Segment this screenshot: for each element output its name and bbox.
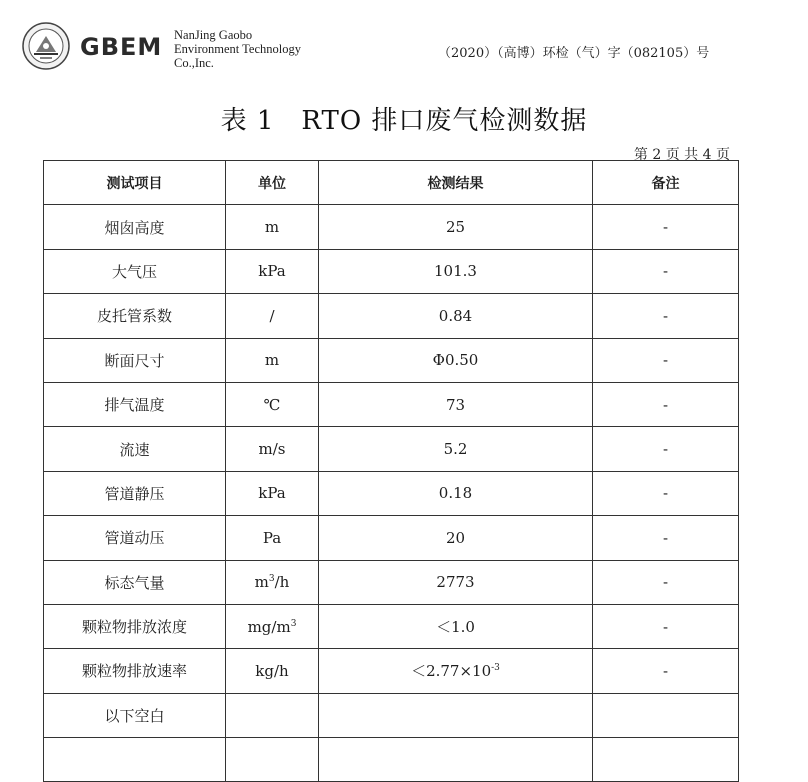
table-row	[44, 516, 739, 560]
unit-text: kPa	[258, 484, 286, 503]
unit-text: ℃	[263, 395, 281, 414]
note-text: -	[662, 440, 669, 459]
cell-result	[319, 738, 593, 782]
cell-result	[319, 382, 593, 426]
test-item-text: 以下空白	[104, 706, 165, 725]
table-row	[44, 604, 739, 648]
table-row	[44, 738, 739, 782]
test-item-text: 大气压	[111, 262, 157, 281]
cell-unit	[226, 604, 319, 648]
cell-test-item	[44, 604, 226, 648]
unit-superscript: 3	[268, 574, 275, 585]
cell-result	[319, 560, 593, 604]
note-text: -	[662, 351, 669, 370]
note-text: -	[662, 262, 669, 281]
cell-note	[593, 294, 739, 338]
test-item-text: 颗粒物排放速率	[81, 662, 187, 681]
note-text: -	[662, 306, 669, 325]
cell-test-item	[44, 338, 226, 382]
test-item-text: 断面尺寸	[104, 351, 165, 370]
cell-note	[593, 560, 739, 604]
company-name	[174, 28, 301, 70]
result-text: 25	[445, 218, 466, 237]
cell-test-item	[44, 382, 226, 426]
cell-test-item	[44, 471, 226, 515]
cell-unit	[226, 205, 319, 249]
test-item-text: 烟囱高度	[104, 218, 165, 237]
test-item-text: 皮托管系数	[96, 307, 172, 326]
result-text: ＜2.77×10	[411, 662, 492, 681]
cell-unit	[226, 693, 319, 737]
unit-suffix: /h	[274, 573, 290, 592]
table-row	[44, 338, 739, 382]
cell-note	[593, 604, 739, 648]
cell-note	[593, 738, 739, 782]
cell-note	[593, 471, 739, 515]
cell-test-item	[44, 649, 226, 693]
cell-unit	[226, 560, 319, 604]
cell-result	[319, 205, 593, 249]
cell-note	[593, 649, 739, 693]
cell-test-item	[44, 205, 226, 249]
emission-data-table	[43, 160, 739, 782]
table-row	[44, 427, 739, 471]
result-text: 0.18	[438, 484, 473, 503]
unit-text: m	[264, 351, 280, 370]
note-text: -	[662, 218, 669, 237]
test-item-text: 管道静压	[104, 484, 165, 503]
cell-note	[593, 249, 739, 293]
result-text: 101.3	[434, 262, 477, 281]
cell-unit	[226, 471, 319, 515]
cell-unit	[226, 738, 319, 782]
cell-result	[319, 471, 593, 515]
table-row	[44, 249, 739, 293]
cell-note	[593, 516, 739, 560]
cell-test-item	[44, 560, 226, 604]
note-text: -	[662, 528, 669, 547]
cell-test-item	[44, 738, 226, 782]
table-row	[44, 471, 739, 515]
report-number: （2020）（高博）环检（气）字（082105）号	[438, 46, 710, 61]
page-title: 表 1 RTO 排口废气检测数据	[220, 106, 588, 136]
unit-text: Pa	[262, 528, 282, 547]
test-item-text: 排气温度	[104, 396, 165, 415]
cell-result	[319, 338, 593, 382]
result-text: ＜1.0	[436, 618, 475, 637]
company-name-line2: Environment Technology	[174, 42, 301, 56]
result-text: Φ0.50	[432, 351, 479, 370]
company-name-line1: NanJing Gaobo	[174, 28, 253, 42]
cell-test-item	[44, 516, 226, 560]
unit-text: /	[269, 306, 275, 325]
cell-note	[593, 382, 739, 426]
header-unit: 单位	[226, 161, 319, 205]
cell-result	[319, 249, 593, 293]
test-item-text: 管道动压	[104, 529, 165, 548]
result-text: 73	[445, 395, 466, 414]
header-note: 备注	[593, 161, 739, 205]
table-header-row	[44, 161, 739, 205]
table-body	[44, 205, 739, 782]
header-test-item: 测试项目	[44, 161, 226, 205]
unit-superscript: 3	[290, 618, 297, 629]
cell-test-item	[44, 249, 226, 293]
cell-note	[593, 338, 739, 382]
cell-note	[593, 427, 739, 471]
header-result: 检测结果	[319, 161, 593, 205]
brand-name: GBEM	[80, 33, 163, 61]
letterhead	[0, 0, 808, 90]
cell-result	[319, 693, 593, 737]
note-text: -	[662, 661, 669, 680]
page-number: 第 2 页 共 4 页	[633, 147, 730, 163]
table-row	[44, 294, 739, 338]
cell-result	[319, 516, 593, 560]
cell-note	[593, 693, 739, 737]
cell-result	[319, 294, 593, 338]
table-row	[44, 649, 739, 693]
cell-unit	[226, 249, 319, 293]
test-item-text: 颗粒物排放浓度	[81, 618, 187, 637]
cell-test-item	[44, 427, 226, 471]
table-row	[44, 693, 739, 737]
unit-text: m/s	[258, 440, 286, 459]
cell-unit	[226, 516, 319, 560]
table-row	[44, 382, 739, 426]
unit-text: kPa	[258, 262, 286, 281]
table-row	[44, 560, 739, 604]
result-text: 5.2	[443, 440, 468, 459]
unit-text: m	[264, 218, 280, 237]
result-text: 2773	[436, 573, 475, 592]
result-text: 20	[445, 528, 466, 547]
table-row	[44, 205, 739, 249]
cell-result	[319, 427, 593, 471]
result-superscript: -3	[491, 663, 500, 674]
cell-test-item	[44, 294, 226, 338]
note-text: -	[662, 617, 669, 636]
company-seal-logo	[22, 22, 70, 70]
cell-unit	[226, 382, 319, 426]
unit-text: mg/m	[247, 617, 291, 636]
note-text: -	[662, 573, 669, 592]
unit-text: m	[254, 573, 269, 592]
test-item-text: 流速	[119, 440, 150, 459]
cell-note	[593, 205, 739, 249]
cell-unit	[226, 294, 319, 338]
cell-unit	[226, 338, 319, 382]
note-text: -	[662, 395, 669, 414]
result-text: 0.84	[438, 306, 473, 325]
cell-test-item	[44, 693, 226, 737]
test-item-text: 标态气量	[104, 573, 165, 592]
cell-unit	[226, 649, 319, 693]
cell-result	[319, 604, 593, 648]
unit-text: kg/h	[255, 661, 289, 680]
note-text: -	[662, 484, 669, 503]
cell-result	[319, 649, 593, 693]
cell-unit	[226, 427, 319, 471]
company-name-line3: Co.,Inc.	[174, 56, 214, 70]
